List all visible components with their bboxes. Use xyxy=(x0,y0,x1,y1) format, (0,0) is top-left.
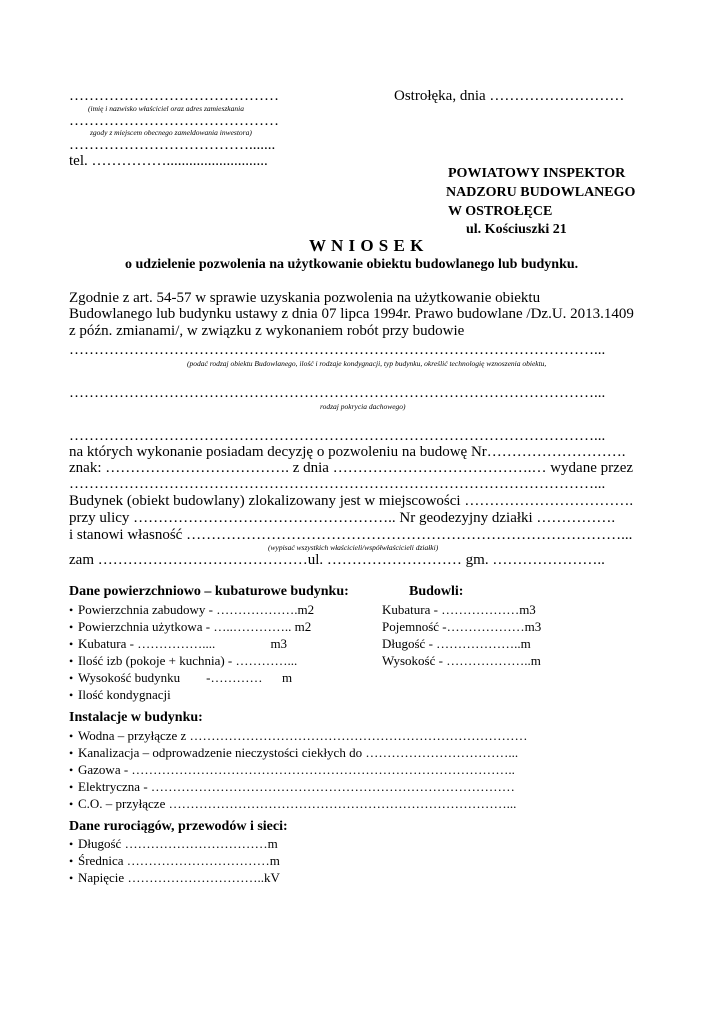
addressee-line-4: ul. Kościuszki 21 xyxy=(466,222,567,237)
issuer-field[interactable]: ……………………………………………………………………………………………... xyxy=(69,476,606,492)
gas-installation-field[interactable]: • Gazowa - …………………………………………………………………………….. xyxy=(69,762,515,778)
addressee-line-1: POWIATOWY INSPEKTOR xyxy=(448,166,626,181)
building-volume-field[interactable]: • Kubatura - …………….... m3 xyxy=(69,636,287,652)
building-data-heading: Dane powierzchniowo – kubaturowe budynku: xyxy=(69,584,349,599)
electrical-installation-field[interactable]: • Elektryczna - ………………………………………………………………………… xyxy=(69,779,515,795)
building-area-field[interactable]: • Powierzchnia zabudowy - ……………….m2 xyxy=(69,602,314,618)
ownership-field[interactable]: i stanowi własność ……………………………………………………………………………... xyxy=(69,527,633,543)
intro-line-3: z późn. zmianami/, w związku z wykonaniem robót przy budowie xyxy=(69,323,465,339)
usable-area-field[interactable]: • Powierzchnia użytkowa - …..………….. m2 xyxy=(69,619,311,635)
water-installation-field[interactable]: • Wodna – przyłącze z …………………………………………………………………… xyxy=(69,728,528,744)
permit-sign-date-field[interactable]: znak: ………………………………. z dnia ………………………………….… wydane przez xyxy=(69,460,634,476)
heating-installation-field[interactable]: • C.O. – przyłącze ……………………………………………………………………... xyxy=(69,796,516,812)
addressee-line-3: W OSTROŁĘCE xyxy=(448,204,553,219)
ownership-caption: (wypisać wszystkich właścicieli/współwłaścicieli działki) xyxy=(268,543,439,552)
addressee-line-2: NADZORU BUDOWLANEGO xyxy=(446,185,636,200)
rooms-count-field[interactable]: • Ilość izb (pokoje + kuchnia) - …………... xyxy=(69,653,297,669)
network-diameter-field[interactable]: • Średnica ……………………………m xyxy=(69,853,280,869)
structure-volume-field[interactable]: Kubatura - ………………m3 xyxy=(382,602,536,617)
applicant-name-line[interactable]: …………………………………… xyxy=(69,88,279,104)
networks-heading: Dane rurociągów, przewodów i sieci: xyxy=(69,819,288,834)
construction-description-caption: (podać rodzaj obiektu Budowlanego, ilość i rodzaje kondygnacji, typ budynku, określić technologię wznoszenia obiektu, xyxy=(187,359,547,368)
street-plot-field[interactable]: przy ulicy …………………………………………….. Nr geodezyjny działki ……………. xyxy=(69,510,616,526)
address-field[interactable]: zam ……………………………………ul. ……………………… gm. ………………….. xyxy=(69,552,605,568)
structure-height-field[interactable]: Wysokość - ………………..m xyxy=(382,653,541,668)
structure-capacity-field[interactable]: Pojemność -………………m3 xyxy=(382,619,542,634)
intro-line-1: Zgodnie z art. 54-57 w sprawie uzyskania pozwolenia na użytkowanie obiektu xyxy=(69,290,541,306)
network-length-field[interactable]: • Długość ……………………………m xyxy=(69,836,278,852)
building-height-field[interactable]: • Wysokość budynku -………… m xyxy=(69,670,292,686)
installations-heading: Instalacje w budynku: xyxy=(69,710,203,725)
sewage-installation-field[interactable]: • Kanalizacja – odprowadzenie nieczystości ciekłych do ……………………………... xyxy=(69,745,518,761)
place-date-field[interactable]: Ostrołęka, dnia ……………………… xyxy=(394,88,625,104)
intro-line-2: Budowlanego lub budynku ustawy z dnia 07 lipca 1994r. Prawo budowlane /Dz.U. 2013.1409 xyxy=(69,306,634,322)
permit-number-field[interactable]: na których wykonanie posiadam decyzję o pozwoleniu na budowę Nr………………………. xyxy=(69,444,626,460)
applicant-address-line[interactable]: …………………………………… xyxy=(69,113,279,129)
document-title: W N I O S E K xyxy=(309,236,424,255)
applicant-name-caption: (imię i nazwisko właściciel oraz adres zamieszkania xyxy=(88,104,244,113)
applicant-extra-line[interactable]: ………………………………....... xyxy=(69,137,276,153)
phone-field[interactable]: tel. ……………........................... xyxy=(69,153,268,169)
applicant-address-caption: zgody z miejscem obecnego zameldowania inwestora) xyxy=(90,128,252,137)
roofing-caption: rodzaj pokrycia dachowego) xyxy=(320,402,406,411)
extra-description-field[interactable]: ……………………………………………………………………………………………... xyxy=(69,428,606,444)
roofing-field[interactable]: ……………………………………………………………………………………………... xyxy=(69,385,606,401)
storeys-count-field[interactable]: • Ilość kondygnacji xyxy=(69,687,171,703)
network-voltage-field[interactable]: • Napięcie …………………………..kV xyxy=(69,870,280,886)
location-field[interactable]: Budynek (obiekt budowlany) zlokalizowany jest w miejscowości ……………………………. xyxy=(69,493,634,509)
structure-length-field[interactable]: Długość - ………………..m xyxy=(382,636,531,651)
construction-description-field[interactable]: ……………………………………………………………………………………………... xyxy=(69,342,606,358)
document-subtitle: o udzielenie pozwolenia na użytkowanie obiektu budowlanego lub budynku. xyxy=(125,257,579,272)
structures-heading: Budowli: xyxy=(409,584,464,599)
